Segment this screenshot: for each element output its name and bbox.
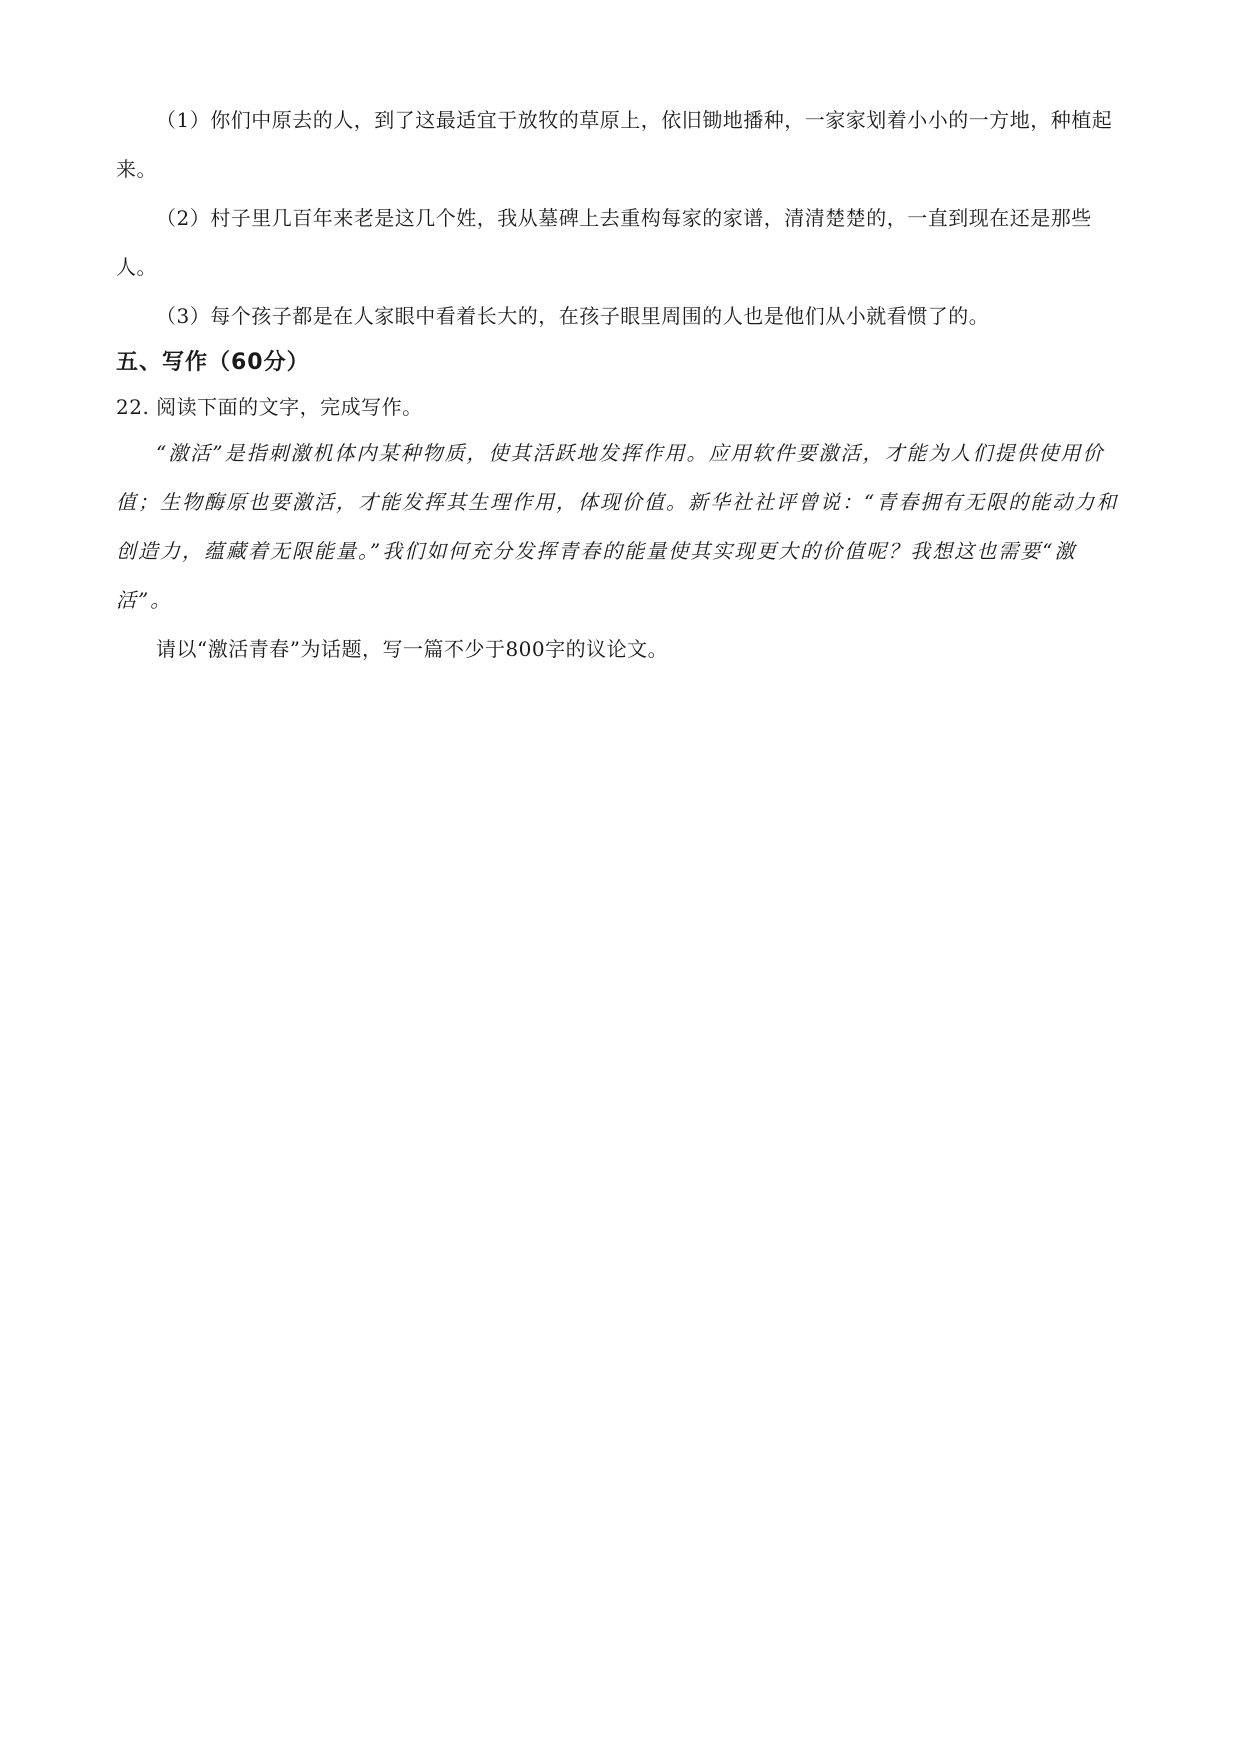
document-page — [116, 96, 1126, 674]
section-title: 五、写作（60分） — [116, 350, 310, 375]
question-line — [116, 385, 1126, 429]
question-number: 22. — [116, 395, 150, 419]
sentence-3: （3）每个孩子都是在人家眼中看着长大的，在孩子眼里周围的人也是他们从小就看惯了的。 — [156, 304, 990, 328]
sentence-2: （2）村子里几百年来老是这几个姓，我从墓碑上去重构每家的家谱，清清楚楚的，一直到现在还是那些人。 — [116, 206, 1092, 279]
writing-material: “激活”是指刺激机体内某种物质，使其活跃地发挥作用。应用软件要激活，才能为人们提供使用价值；生物酶原也要激活，才能发挥其生理作用，体现价值。新华社社评曾说：“青春拥有无限的能动力和创造力，蕴藏着无限能量。”我们如何充分发挥青春的能量使其实现更大的价值呢？我想这也需要“激活”。 — [116, 441, 1119, 612]
writing-prompt: 请以“激活青春”为话题，写一篇不少于800字的议论文。 — [156, 637, 669, 661]
question-instruction: 阅读下面的文字，完成写作。 — [156, 395, 423, 419]
sentence-1: （1）你们中原去的人，到了这最适宜于放牧的草原上，依旧锄地播种，一家家划着小小的一方地，种植起来。 — [116, 108, 1113, 181]
